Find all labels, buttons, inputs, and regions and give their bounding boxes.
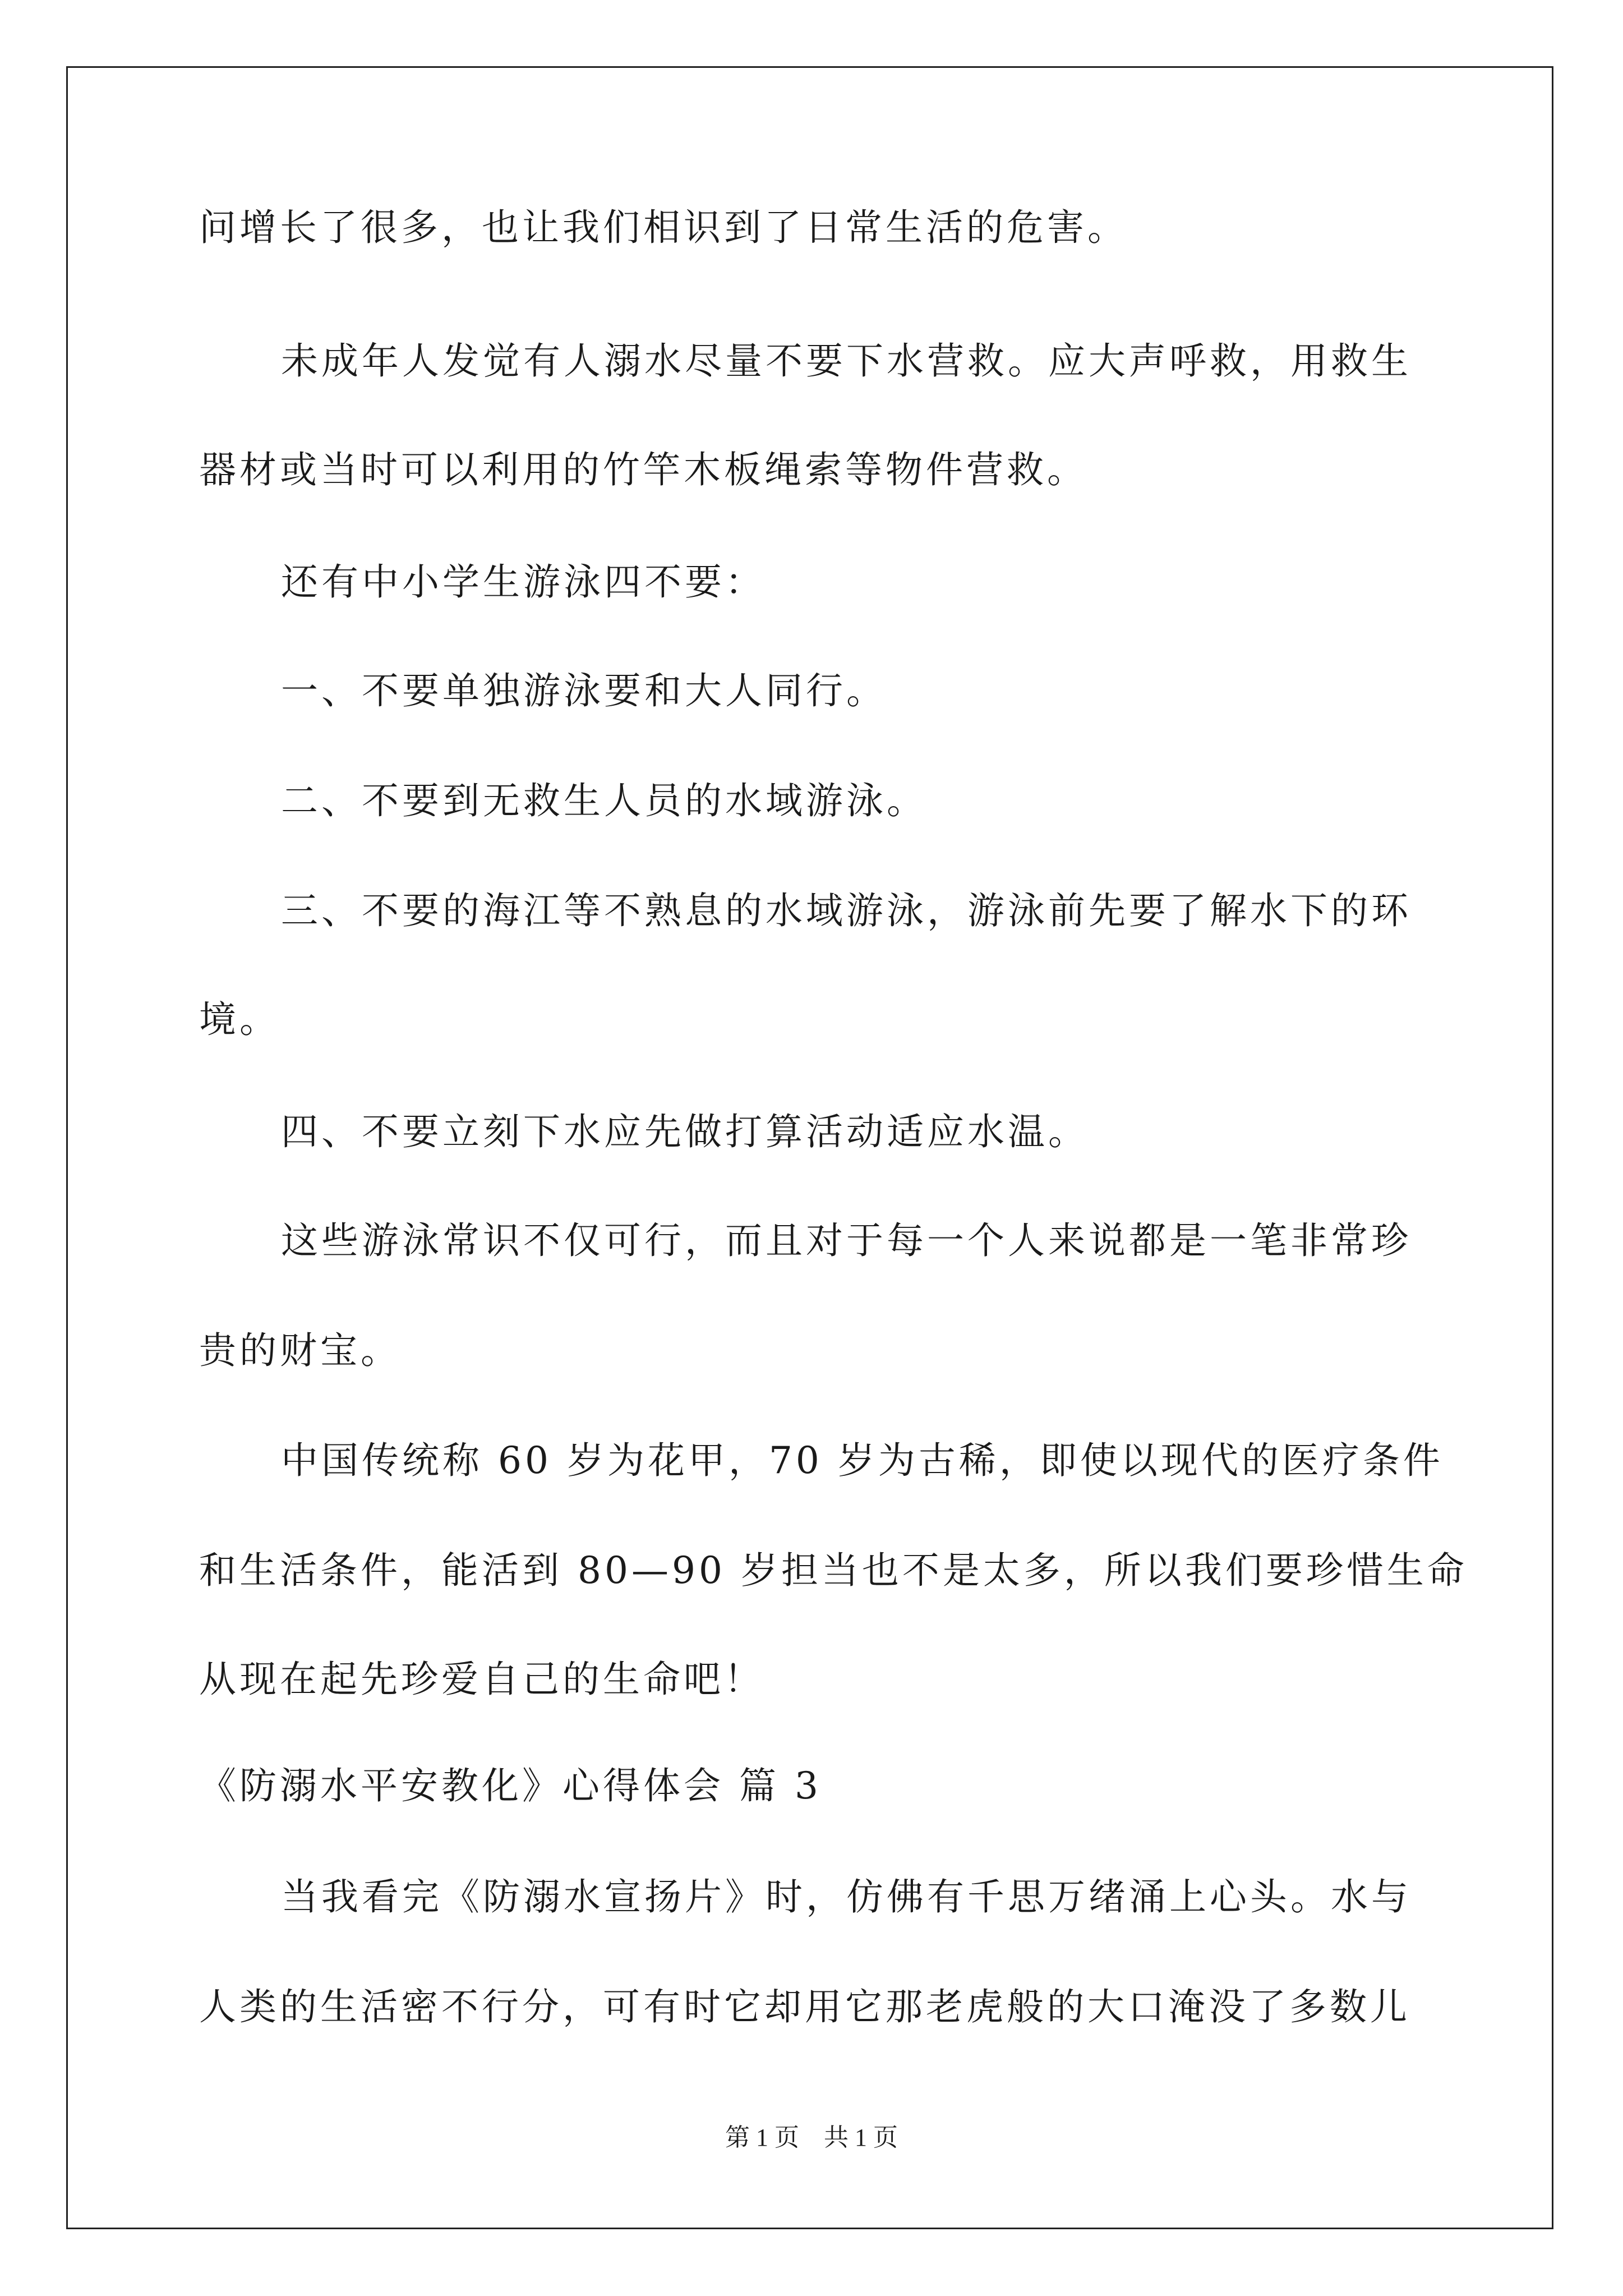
page-footer: 第 1 页 共 1 页 xyxy=(725,2124,898,2151)
list-item: 二、不要到无救生人员的水域游泳。 xyxy=(281,779,927,822)
paragraph-line: 当我看完《防溺水宣扬片》时，仿佛有千思万绪涌上心头。水与 xyxy=(281,1875,1412,1918)
text-line: 和生活条件，能活到 80—90 岁担当也不是太多，所以我们要珍惜生命 xyxy=(199,1549,1468,1592)
text-line: 贵的财宝。 xyxy=(199,1329,401,1372)
text-line: 从现在起先珍爱自己的生命吧！ xyxy=(199,1658,764,1701)
paragraph-line: 还有中小学生游泳四不要： xyxy=(281,560,766,604)
text-line: 问增长了很多，也让我们相识到了日常生活的危害。 xyxy=(199,206,1128,249)
paragraph-line: 这些游泳常识不仅可行，而且对于每一个人来说都是一笔非常珍 xyxy=(281,1219,1412,1262)
list-item: 四、不要立刻下水应先做打算活动适应水温。 xyxy=(281,1110,1089,1153)
list-item: 一、不要单独游泳要和大人同行。 xyxy=(281,669,887,712)
text-line: 器材或当时可以利用的竹竿木板绳索等物件营救。 xyxy=(199,448,1087,491)
list-item: 三、不要的海江等不熟息的水域游泳，游泳前先要了解水下的环 xyxy=(281,889,1412,932)
text-line: 人类的生活密不行分，可有时它却用它那老虎般的大口淹没了多数儿 xyxy=(199,1985,1410,2028)
paragraph-line: 中国传统称 60 岁为花甲，70 岁为古稀，即使以现代的医疗条件 xyxy=(281,1439,1444,1482)
text-line: 境。 xyxy=(199,998,280,1041)
section-heading: 《防溺水平安教化》心得体会 篇 3 xyxy=(199,1764,822,1807)
paragraph-line: 未成年人发觉有人溺水尽量不要下水营救。应大声呼救，用救生 xyxy=(281,339,1412,383)
